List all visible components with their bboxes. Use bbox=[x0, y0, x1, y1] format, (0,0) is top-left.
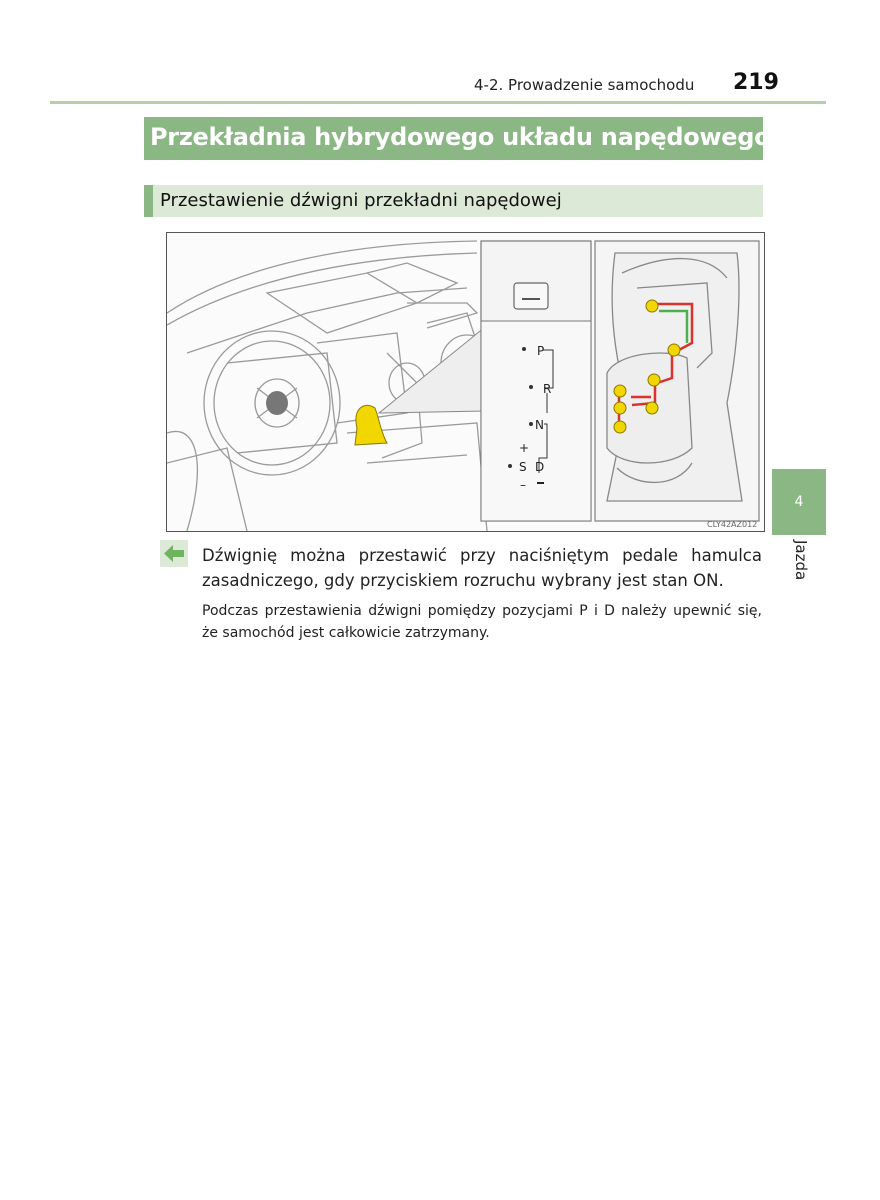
header-divider bbox=[50, 101, 826, 104]
gate-label-minus: – bbox=[520, 478, 526, 492]
steering-emblem bbox=[266, 391, 288, 415]
title-banner bbox=[144, 117, 771, 160]
subtitle-accent-bar bbox=[144, 185, 153, 217]
section-heading: 4-2. Prowadzenie samochodu bbox=[474, 76, 695, 94]
page-number: 219 bbox=[733, 70, 779, 95]
chapter-tab bbox=[772, 469, 826, 535]
chapter-number: 4 bbox=[794, 494, 804, 510]
note-paragraph: Podczas przestawienia dźwigni pomiędzy pozycjami P i D należy upewnić się, że samochód jest całkowicie zatrzymany. bbox=[202, 603, 762, 641]
shifter-closeup bbox=[595, 241, 759, 521]
left-arrow-icon bbox=[160, 540, 188, 567]
subtitle-banner bbox=[144, 185, 763, 217]
chapter-label: Jazda bbox=[792, 540, 810, 581]
page-title: Przekładnia hybrydowego układu napędowego bbox=[150, 123, 771, 151]
chapter-label-container bbox=[780, 540, 810, 600]
callout-wedge bbox=[379, 327, 485, 413]
gate-label-n: N bbox=[535, 418, 544, 432]
shift-indicator-panel bbox=[481, 241, 591, 521]
illustration-drawing bbox=[167, 233, 764, 531]
left-arrow-icon bbox=[160, 540, 188, 567]
gate-label-d: D bbox=[535, 460, 545, 474]
gate-label-p: P bbox=[537, 344, 545, 358]
gate-label-s: S bbox=[519, 460, 527, 474]
instruction-paragraph: Dźwignię można przestawić przy naciśniętym pedale hamulca zasadniczego, gdy przyciskiem rozruchu wybrany jest stan ON. bbox=[202, 546, 762, 590]
subtitle: Przestawienie dźwigni przekładni napędowej bbox=[160, 190, 562, 211]
gate-label-r: R bbox=[543, 382, 552, 396]
shift-lever-illustration bbox=[166, 232, 765, 532]
gate-label-plus: + bbox=[519, 441, 530, 455]
figure-code: CLY42AZ012 bbox=[707, 520, 758, 529]
